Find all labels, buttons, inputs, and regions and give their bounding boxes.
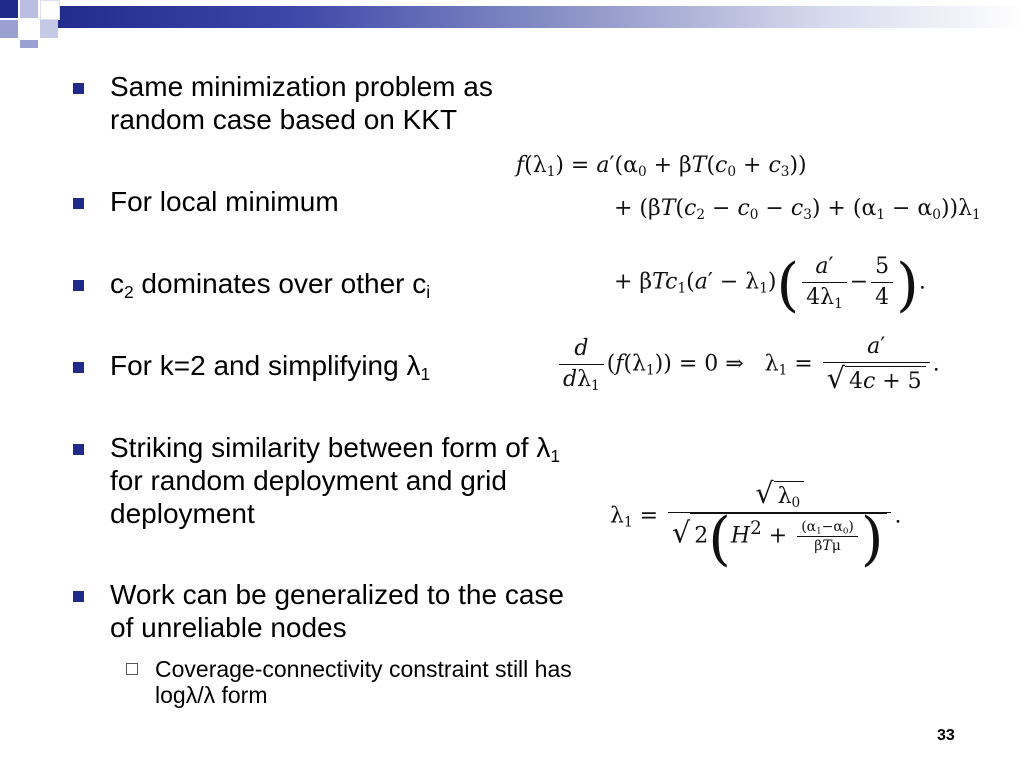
bullet-text: Same minimization problem as random case based on KKT — [110, 71, 493, 135]
sub-bullet-item — [110, 656, 590, 708]
decor-square — [0, 20, 18, 38]
bullet-text: Striking similarity between form of λ — [110, 432, 551, 463]
bullet-text: dominates over other c — [133, 268, 427, 299]
bullet-list — [70, 70, 590, 708]
bullet-marker-icon — [73, 362, 84, 373]
equation-lambda-grid: $\lambda_1$ = √ $\lambda_0$ √ $2(H^2$ + $\frac{(\alpha_1-\alpha_0)}{\text{βTμ}}$ ) . — [610, 476, 902, 573]
equation-line: $f(\lambda_1) = a'(\alpha_0 + \beta T(c_0 + c_3))$ — [516, 153, 807, 181]
bullet-subscript: 2 — [124, 282, 134, 303]
bullet-text: For local minimum — [110, 186, 339, 217]
bullet-subscript: 1 — [550, 446, 561, 467]
decor-square — [20, 0, 38, 18]
equation-line: + $\beta Tc_1(a' - \lambda_1)$( $\frac{a'}{4\lambda_1}$ − $\frac{5}{4}$ ). — [614, 250, 926, 319]
bullet-item — [70, 267, 590, 303]
equation-derivative: $\frac{d}{d\lambda_1}$ $(f(\lambda_1)) = 0$ ⇒ $\lambda_1$ = $\frac{a'}{√ 4c + 5}$ . — [556, 332, 940, 397]
decor-square — [20, 40, 38, 48]
bullet-marker-icon — [73, 280, 84, 291]
equation-line: + $(\beta T(c_2 - c_0 - c_3) + (\alpha_1 - \alpha_0))\lambda_1$ — [614, 196, 981, 224]
bullet-marker-icon — [73, 444, 84, 455]
decor-square — [40, 20, 58, 38]
bullet-subscript: 1 — [420, 364, 431, 385]
bullet-item — [70, 431, 590, 530]
bullet-text: c — [110, 268, 124, 299]
bullet-text: for random deployment and grid deployment — [110, 465, 507, 529]
bullet-item — [70, 578, 590, 708]
bullet-marker-icon — [73, 83, 84, 94]
decor-square — [20, 20, 38, 38]
bullet-marker-icon — [73, 591, 84, 602]
bullet-item — [70, 349, 590, 385]
sub-bullet-list — [110, 656, 590, 708]
sub-bullet-text: Coverage-connectivity constraint still has logλ/λ form — [155, 656, 572, 708]
bullet-subscript: i — [426, 282, 431, 303]
title-decoration — [0, 0, 1024, 48]
page-number: 33 — [937, 727, 955, 744]
bullet-item — [70, 185, 590, 218]
bullet-item — [70, 70, 590, 136]
hollow-square-bullet-icon — [126, 663, 138, 675]
bullet-text: Work can be generalized to the case of unreliable nodes — [110, 579, 564, 643]
bullet-text: For k=2 and simplifying λ — [110, 350, 421, 381]
decor-square — [40, 0, 60, 20]
bullet-marker-icon — [73, 198, 84, 209]
gradient-band — [40, 6, 1024, 28]
decor-square — [0, 0, 18, 18]
